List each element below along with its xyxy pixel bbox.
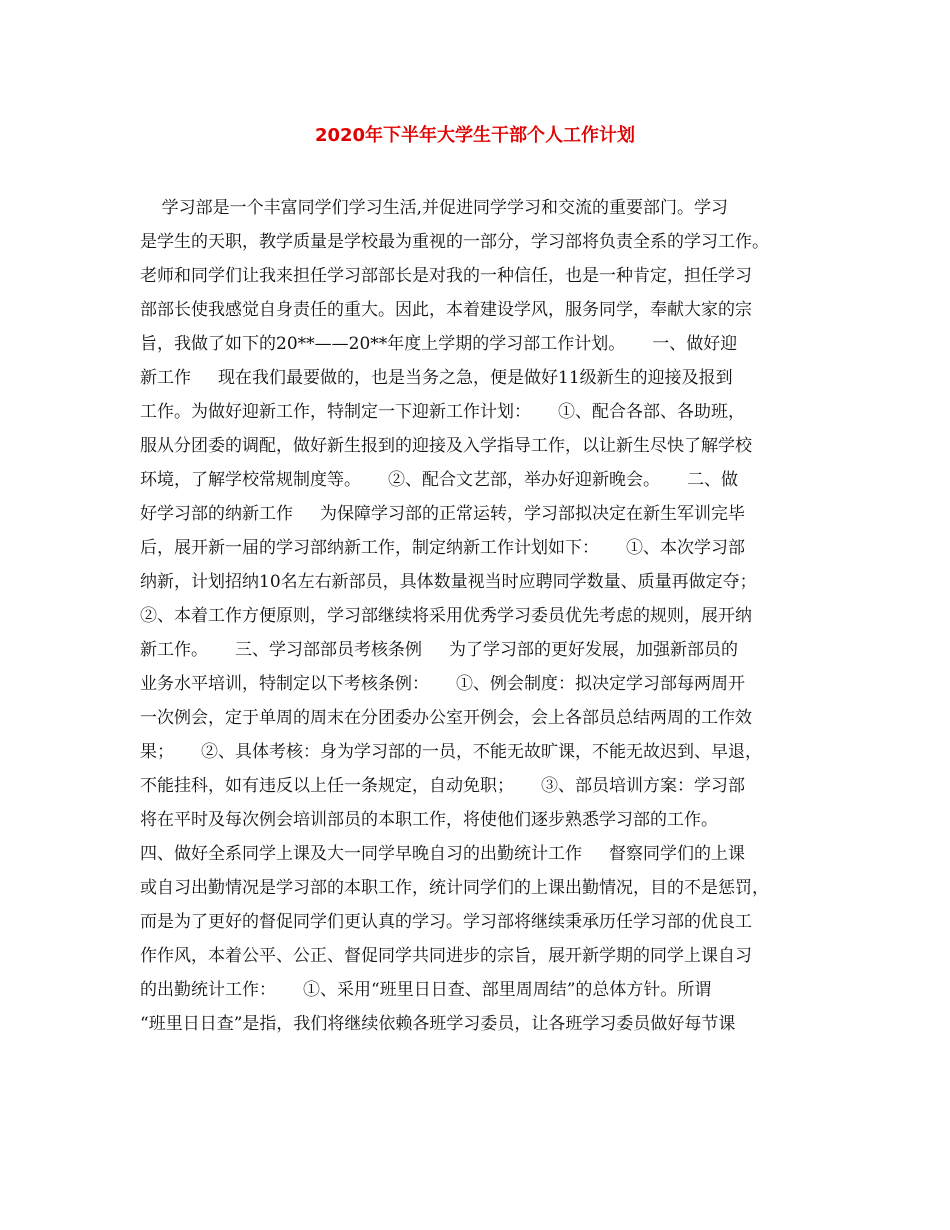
body-line: ②、本着工作方便原则，学习部继续将采用优秀学习委员优先考虑的规则，展开纳 [140, 606, 752, 626]
body-line: 好学习部的纳新工作 为保障学习部的正常运转，学习部拟决定在新生军训完毕 [140, 504, 746, 524]
body-line: 后，展开新一届的学习部纳新工作，制定纳新工作计划如下： ①、本次学习部 [140, 538, 746, 558]
body-line: 工作。为做好迎新工作，特制定一下迎新工作计划： ①、配合各部、各助班， [140, 402, 746, 422]
body-line: “班里日日查”是指，我们将继续依赖各班学习委员，让各班学习委员做好每节课 [140, 1014, 736, 1034]
body-line: 部部长使我感觉自身责任的重大。因此，本着建设学风，服务同学，奉献大家的宗 [140, 300, 752, 320]
body-line: 服从分团委的调配，做好新生报到的迎接及入学指导工作，以让新生尽快了解学校 [140, 436, 752, 456]
body-line: 而是为了更好的督促同学们更认真的学习。学习部将继续秉承历任学习部的优良工 [140, 912, 752, 932]
body-line: 环境，了解学校常规制度等。 ②、配合文艺部，举办好迎新晚会。 二、做 [140, 470, 739, 490]
body-line: 是学生的天职，教学质量是学校最为重视的一部分，学习部将负责全系的学习工作。 [140, 232, 769, 252]
body-line: 四、做好全系同学上课及大一同学早晚自习的出勤统计工作 督察同学们的上课 [140, 844, 746, 864]
body-line: 果； ②、具体考核：身为学习部的一员，不能无故旷课，不能无故迟到、早退， [140, 742, 763, 762]
body-line: 作作风，本着公平、公正、督促同学共同进步的宗旨，展开新学期的同学上课自习 [140, 946, 752, 966]
body-line: 或自习出勤情况是学习部的本职工作，统计同学们的上课出勤情况，目的不是惩罚， [140, 878, 769, 898]
body-line: 的出勤统计工作： ①、采用“班里日日查、部里周周结”的总体方针。所谓 [140, 980, 712, 1000]
body-line: 新工作。 三、学习部部员考核条例 为了学习部的更好发展，加强新部员的 [140, 640, 739, 660]
body-line: 老师和同学们让我来担任学习部部长是对我的一种信任，也是一种肯定，担任学习 [140, 266, 752, 286]
body-line: 学习部是一个丰富同学们学习生活,并促进同学学习和交流的重要部门。学习 [140, 198, 729, 218]
body-line: 将在平时及每次例会培训部员的本职工作，将使他们逐步熟悉学习部的工作。 [140, 810, 718, 830]
body-line: 不能挂科，如有违反以上任一条规定，自动免职； ③、部员培训方案：学习部 [140, 776, 746, 796]
body-line: 新工作 现在我们最要做的，也是当务之急，便是做好11级新生的迎接及报到 [140, 368, 733, 388]
document-title: 2020年下半年大学生干部个人工作计划 [314, 125, 636, 146]
body-line: 纳新，计划招纳10名左右新部员，具体数量视当时应聘同学数量、质量再做定夺； [140, 572, 757, 592]
body-line: 一次例会，定于单周的周末在分团委办公室开例会，会上各部员总结两周的工作效 [140, 708, 752, 728]
body-line: 业务水平培训，特制定以下考核条例： ①、例会制度：拟决定学习部每两周开 [140, 674, 746, 694]
body-line: 旨，我做了如下的20**——20**年度上学期的学习部工作计划。 一、做好迎 [140, 334, 738, 354]
